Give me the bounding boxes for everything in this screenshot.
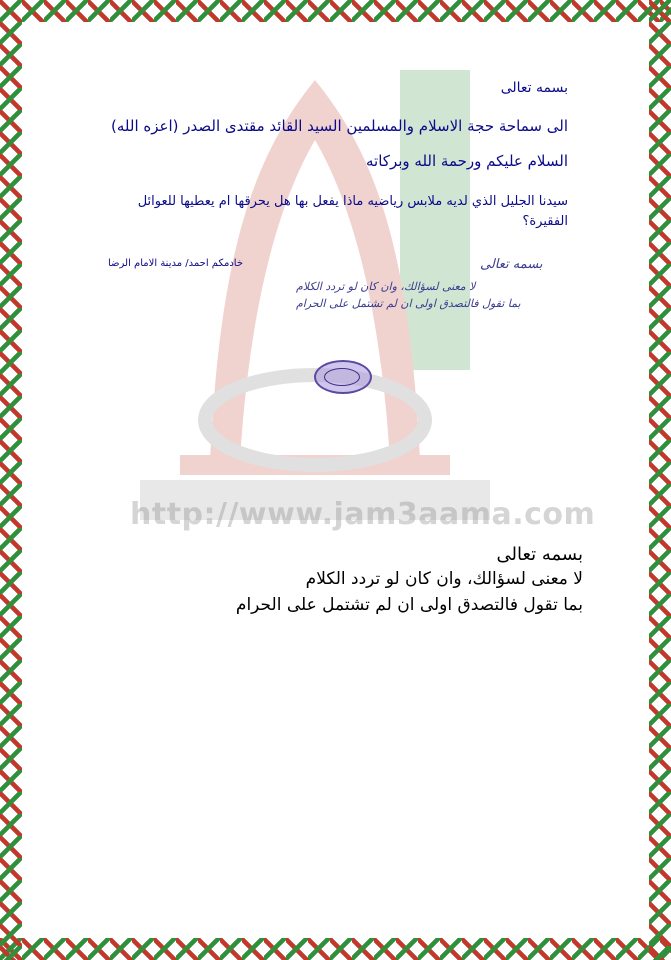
document-addressee: الى سماحة حجة الاسلام والمسلمين السيد القائد مقتدى الصدر (اعزه الله) xyxy=(111,117,568,135)
handwritten-heading: بسمه تعالى xyxy=(480,257,543,272)
reply-line-2: بما تقول فالتصدق اولى ان لم تشتمل على الحرام xyxy=(235,595,583,615)
ornamental-border-left xyxy=(0,0,22,960)
reply-line-1: لا معنى لسؤالك، وان كان لو تردد الكلام xyxy=(305,569,583,589)
handwritten-line-2: بما تقول فالتصدق اولى ان لم تشتمل على الحرام xyxy=(296,297,521,310)
ornamental-border-top xyxy=(0,0,671,22)
document-heading: بسمه تعالى xyxy=(500,80,568,96)
ornamental-border-right xyxy=(649,0,671,960)
document-question-line-2: الفقيرة؟ xyxy=(522,214,568,229)
official-stamp xyxy=(314,360,372,394)
ornamental-border-bottom xyxy=(0,938,671,960)
reply-heading: بسمه تعالى xyxy=(496,544,583,565)
document-question-line-1: سيدنا الجليل الذي لديه ملابس رياضيه ماذا يفعل بها هل يحرقها ام يعطيها للعوائل xyxy=(137,194,568,209)
document-signature: خادمكم احمد/ مدينة الامام الرضا xyxy=(108,258,244,269)
handwritten-line-1: لا معنى لسؤالك، وان كان لو تردد الكلام xyxy=(296,280,476,293)
document-greeting: السلام عليكم ورحمة الله وبركاته xyxy=(366,152,568,170)
watermark-url: http://www.jam3aama.com xyxy=(130,497,596,532)
